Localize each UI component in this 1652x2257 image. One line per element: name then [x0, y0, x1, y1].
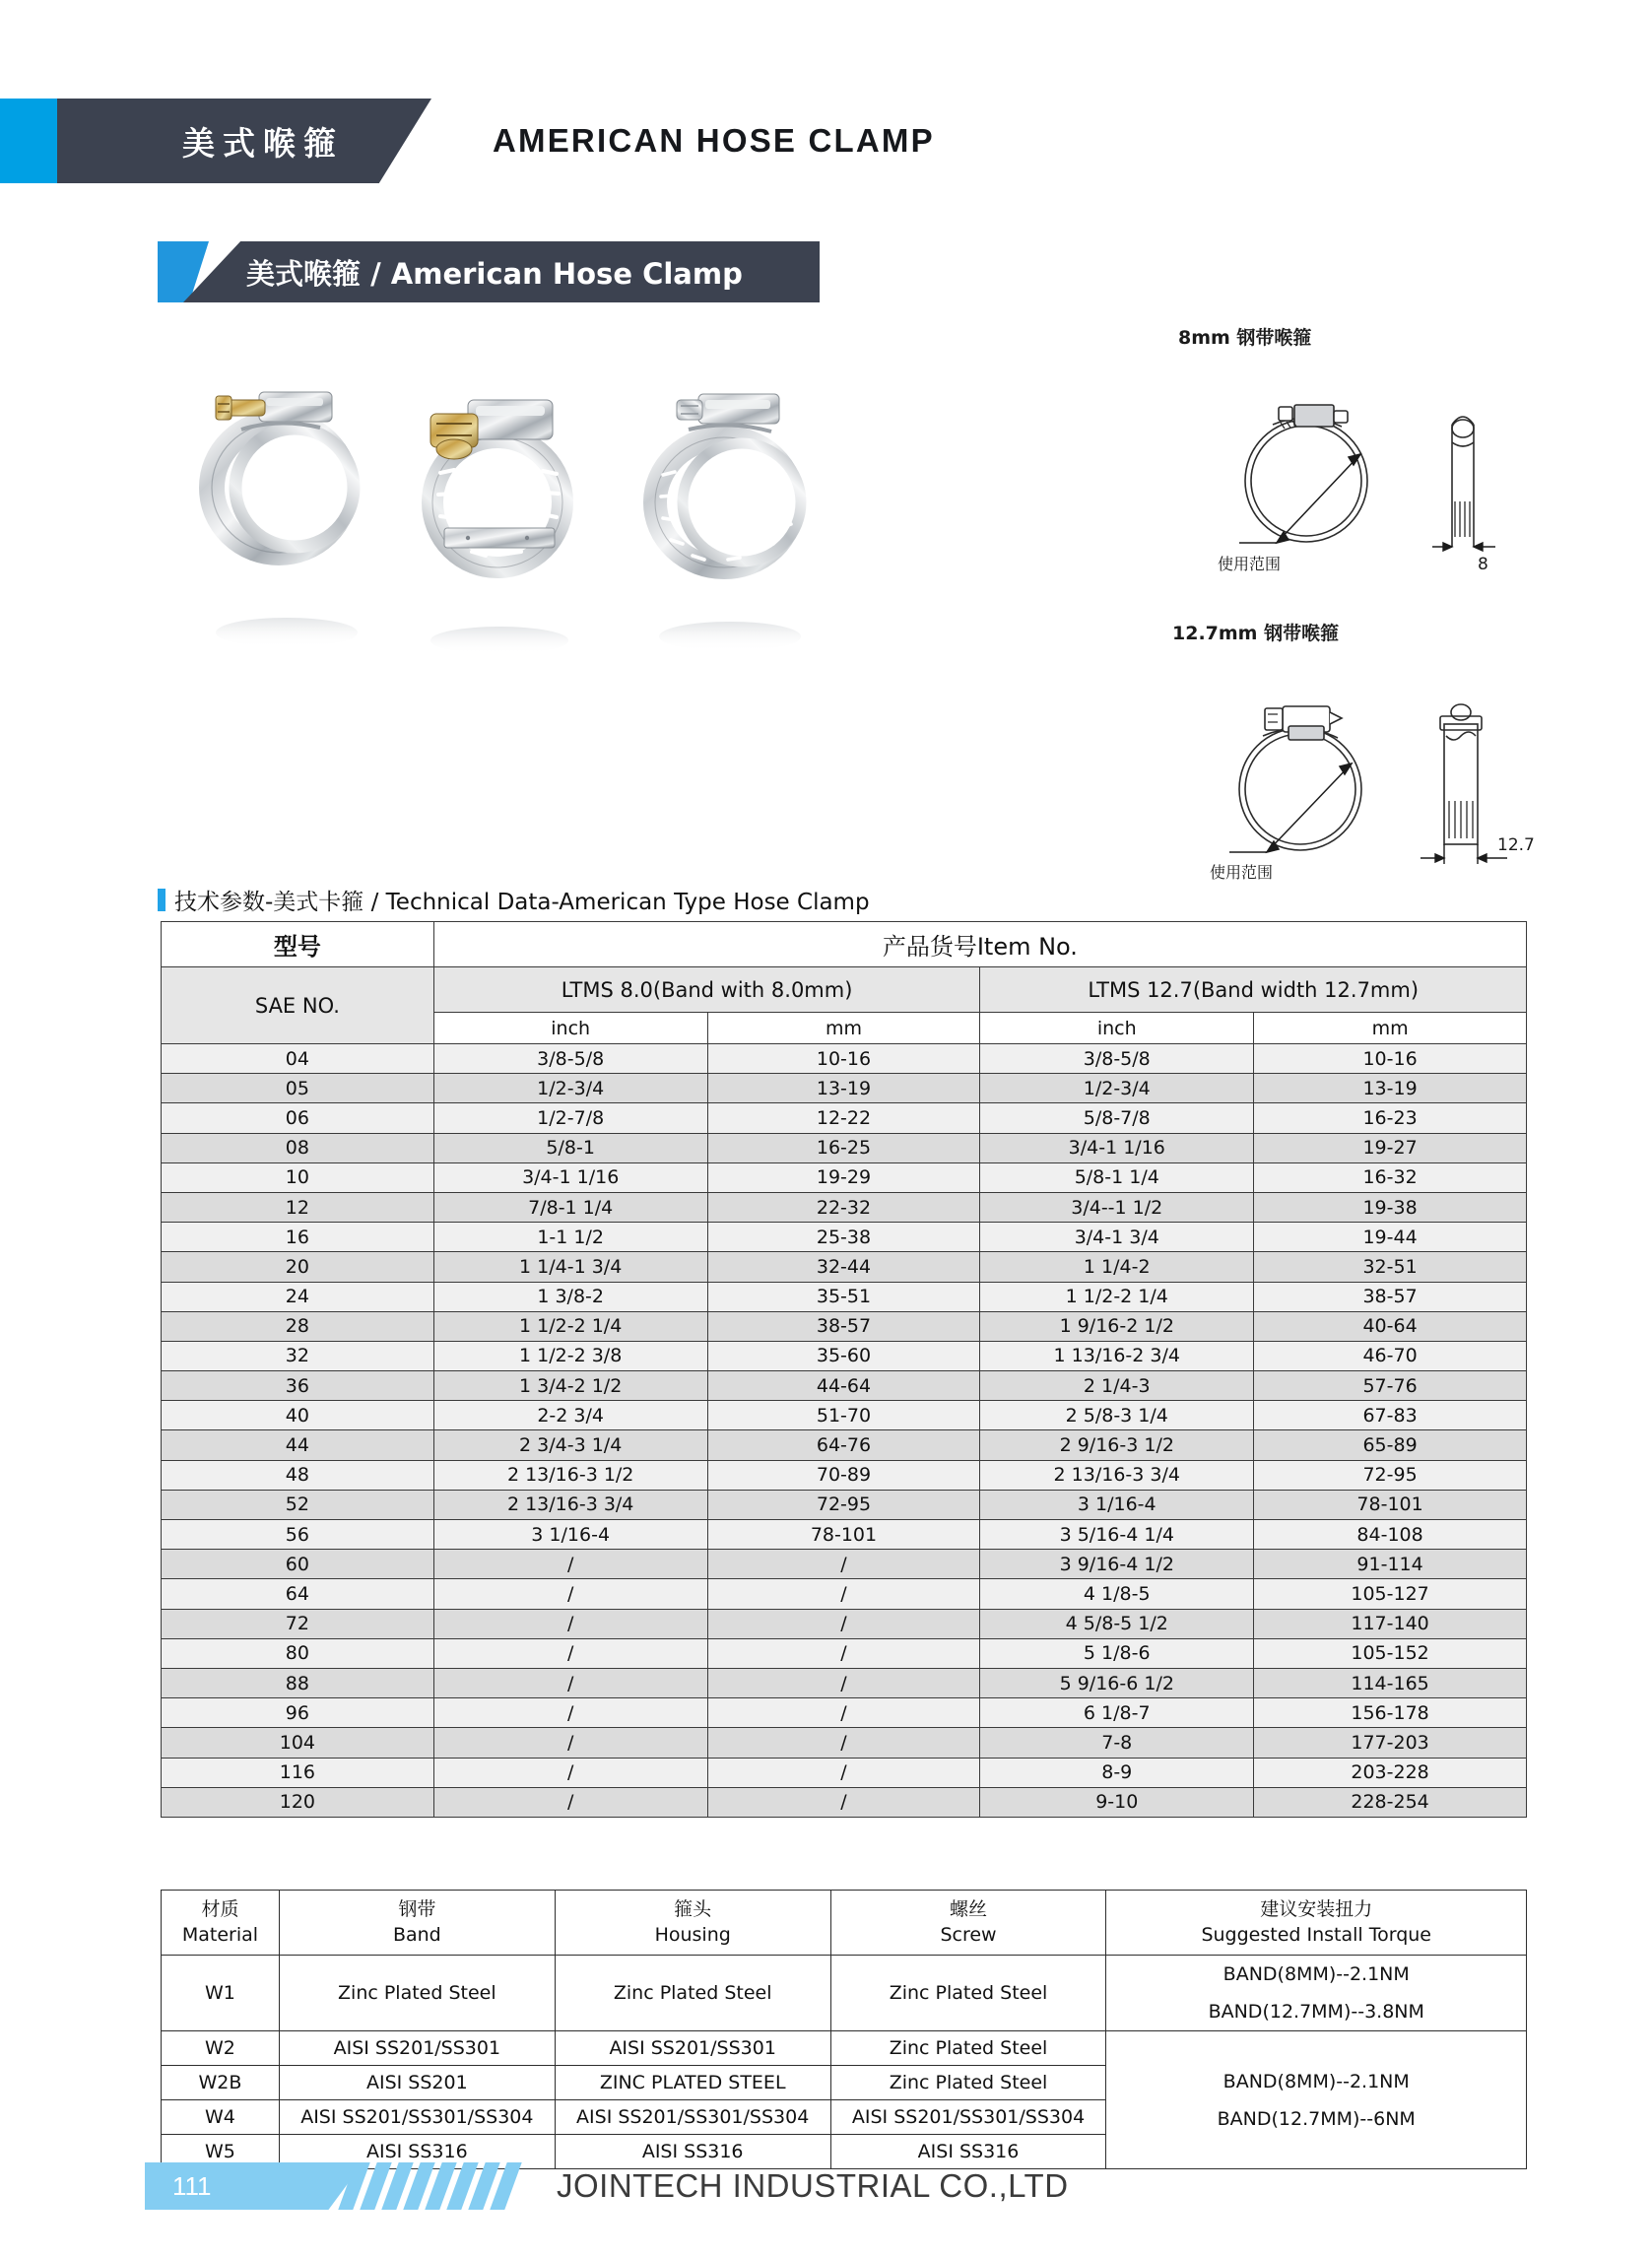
sae-cell: 60	[162, 1550, 434, 1579]
diagram-8mm-title: 8mm 钢带喉箍	[1178, 327, 1312, 349]
screw-material-cell: Zinc Plated Steel	[830, 2031, 1106, 2066]
inch-8mm-cell: 7/8-1 1/4	[433, 1192, 707, 1222]
sae-cell: 40	[162, 1401, 434, 1430]
mm-8mm-cell: /	[707, 1728, 980, 1758]
table-row	[162, 1460, 1527, 1490]
inch-127mm-cell: 5 1/8-6	[980, 1638, 1254, 1668]
header-item-no: 产品货号Item No.	[433, 922, 1526, 967]
inch-127mm-cell: 8-9	[980, 1758, 1254, 1787]
mm-127mm-cell: 13-19	[1254, 1074, 1527, 1103]
mm-8mm-cell: 78-101	[707, 1520, 980, 1550]
inch-127mm-cell: 1 1/4-2	[980, 1252, 1254, 1282]
table-row	[162, 1698, 1527, 1728]
material-code-cell: W4	[162, 2100, 280, 2135]
inch-8mm-cell: /	[433, 1550, 707, 1579]
mm-127mm-cell: 16-32	[1254, 1162, 1527, 1192]
table-row	[162, 1192, 1527, 1222]
sae-cell: 52	[162, 1490, 434, 1519]
footer-page-number: 111	[172, 2170, 212, 2201]
mm-8mm-cell: /	[707, 1758, 980, 1787]
diagram-8mm-width-label: 8	[1478, 555, 1488, 574]
technical-data-label	[158, 884, 870, 916]
mm-127mm-cell: 16-23	[1254, 1103, 1527, 1133]
band-material-cell: AISI SS316	[279, 2135, 555, 2169]
sae-cell: 104	[162, 1728, 434, 1758]
technical-data-label-text: 技术参数-美式卡箍 / Technical Data-American Type Hose Clamp	[174, 890, 870, 915]
table-row	[162, 1579, 1527, 1609]
table-row	[162, 1550, 1527, 1579]
page-header	[0, 99, 1652, 183]
material-code-cell: W1	[162, 1956, 280, 2031]
mm-8mm-cell: 70-89	[707, 1460, 980, 1490]
diagram-127mm-width-label: 12.7	[1497, 835, 1535, 855]
mm-127mm-cell: 78-101	[1254, 1490, 1527, 1519]
table-row	[162, 1787, 1527, 1817]
sae-cell: 12	[162, 1192, 434, 1222]
inch-8mm-cell: 5/8-1	[433, 1133, 707, 1162]
sae-cell: 56	[162, 1520, 434, 1550]
inch-8mm-cell: /	[433, 1638, 707, 1668]
inch-127mm-cell: 2 1/4-3	[980, 1371, 1254, 1401]
mm-127mm-cell: 65-89	[1254, 1430, 1527, 1460]
footer-company-name: JOINTECH INDUSTRIAL CO.,LTD	[557, 2167, 1069, 2204]
header-blue-accent	[0, 99, 57, 183]
technical-data-table-body	[162, 1044, 1527, 1818]
diagram-127mm-drawing	[1172, 663, 1586, 885]
inch-127mm-cell: 3/4--1 1/2	[980, 1192, 1254, 1222]
table-header-row-2	[162, 967, 1527, 1013]
mm-127mm-cell: 19-27	[1254, 1133, 1527, 1162]
inch-8mm-cell: /	[433, 1579, 707, 1609]
sae-cell: 16	[162, 1223, 434, 1252]
table-row	[162, 1401, 1527, 1430]
inch-8mm-cell: 1-1 1/2	[433, 1223, 707, 1252]
mm-8mm-cell: /	[707, 1787, 980, 1817]
mm-127mm-cell: 91-114	[1254, 1550, 1527, 1579]
mm-8mm-cell: 25-38	[707, 1223, 980, 1252]
inch-8mm-cell: /	[433, 1698, 707, 1728]
header-title-cn: 美式喉箍	[182, 123, 344, 163]
inch-127mm-cell: 1 13/16-2 3/4	[980, 1341, 1254, 1370]
material-code-cell: W2	[162, 2031, 280, 2066]
inch-127mm-cell: 1/2-3/4	[980, 1074, 1254, 1103]
mm-127mm-cell: 203-228	[1254, 1758, 1527, 1787]
inch-127mm-cell: 7-8	[980, 1728, 1254, 1758]
inch-8mm-cell: 2 13/16-3 1/2	[433, 1460, 707, 1490]
mm-8mm-cell: 35-51	[707, 1282, 980, 1311]
mm-8mm-cell: 13-19	[707, 1074, 980, 1103]
header-group-8mm: LTMS 8.0(Band with 8.0mm)	[433, 967, 980, 1013]
table-row	[162, 1490, 1527, 1519]
inch-8mm-cell: /	[433, 1609, 707, 1638]
mm-127mm-cell: 10-16	[1254, 1044, 1527, 1074]
inch-8mm-cell: 1 1/2-2 1/4	[433, 1311, 707, 1341]
table-row	[162, 1103, 1527, 1133]
inch-8mm-cell: 2 13/16-3 3/4	[433, 1490, 707, 1519]
sae-cell: 10	[162, 1162, 434, 1192]
sae-cell: 44	[162, 1430, 434, 1460]
inch-127mm-cell: 3 1/16-4	[980, 1490, 1254, 1519]
mm-8mm-cell: 32-44	[707, 1252, 980, 1282]
mm-127mm-cell: 105-152	[1254, 1638, 1527, 1668]
header-housing: 箍头 Housing	[555, 1891, 830, 1956]
sae-cell: 64	[162, 1579, 434, 1609]
inch-127mm-cell: 3 5/16-4 1/4	[980, 1520, 1254, 1550]
header-unit-mm-8: mm	[707, 1013, 980, 1044]
screw-material-cell: AISI SS316	[830, 2135, 1106, 2169]
inch-8mm-cell: 3/8-5/8	[433, 1044, 707, 1074]
sae-cell: 116	[162, 1758, 434, 1787]
sae-cell: 04	[162, 1044, 434, 1074]
mm-8mm-cell: 12-22	[707, 1103, 980, 1133]
band-material-cell: Zinc Plated Steel	[279, 1956, 555, 2031]
torque-cell-w1: BAND(8MM)--2.1NM BAND(12.7MM)--3.8NM	[1106, 1956, 1527, 2031]
mm-8mm-cell: 72-95	[707, 1490, 980, 1519]
footer-stripe-decoration	[347, 2162, 524, 2210]
mm-127mm-cell: 177-203	[1254, 1728, 1527, 1758]
diagram-127mm-range-label: 使用范围	[1210, 863, 1274, 882]
sae-cell: 05	[162, 1074, 434, 1103]
inch-127mm-cell: 3/8-5/8	[980, 1044, 1254, 1074]
inch-8mm-cell: 1 1/2-2 3/8	[433, 1341, 707, 1370]
inch-8mm-cell: /	[433, 1787, 707, 1817]
header-unit-inch-8: inch	[433, 1013, 707, 1044]
inch-8mm-cell: /	[433, 1758, 707, 1787]
table-row	[162, 1044, 1527, 1074]
screw-material-cell: Zinc Plated Steel	[830, 1956, 1106, 2031]
sae-cell: 88	[162, 1668, 434, 1697]
screw-material-cell: AISI SS201/SS301/SS304	[830, 2100, 1106, 2135]
section-banner	[158, 241, 820, 302]
table-row	[162, 1252, 1527, 1282]
inch-8mm-cell: 1 3/4-2 1/2	[433, 1371, 707, 1401]
mm-8mm-cell: 51-70	[707, 1401, 980, 1430]
mm-8mm-cell: 19-29	[707, 1162, 980, 1192]
mm-8mm-cell: /	[707, 1550, 980, 1579]
inch-8mm-cell: 3 1/16-4	[433, 1520, 707, 1550]
table-row	[162, 1074, 1527, 1103]
screw-material-cell: Zinc Plated Steel	[830, 2066, 1106, 2100]
table-header-row-1	[162, 922, 1527, 967]
sae-cell: 06	[162, 1103, 434, 1133]
inch-127mm-cell: 2 13/16-3 3/4	[980, 1460, 1254, 1490]
mm-127mm-cell: 117-140	[1254, 1609, 1527, 1638]
housing-material-cell: AISI SS201/SS301/SS304	[555, 2100, 830, 2135]
table-row	[162, 1668, 1527, 1697]
mm-127mm-cell: 38-57	[1254, 1282, 1527, 1311]
sae-cell: 28	[162, 1311, 434, 1341]
sae-cell: 32	[162, 1341, 434, 1370]
inch-127mm-cell: 3 9/16-4 1/2	[980, 1550, 1254, 1579]
housing-material-cell: Zinc Plated Steel	[555, 1956, 830, 2031]
diagram-127mm-title: 12.7mm 钢带喉箍	[1172, 623, 1340, 644]
inch-127mm-cell: 6 1/8-7	[980, 1698, 1254, 1728]
torque-cell-rest: BAND(8MM)--2.1NM BAND(12.7MM)--6NM	[1106, 2031, 1527, 2169]
table-row	[162, 1162, 1527, 1192]
mm-127mm-cell: 40-64	[1254, 1311, 1527, 1341]
page-footer	[0, 2162, 1652, 2222]
table-row	[162, 1341, 1527, 1370]
housing-material-cell: AISI SS316	[555, 2135, 830, 2169]
table-row	[162, 1609, 1527, 1638]
inch-8mm-cell: 3/4-1 1/16	[433, 1162, 707, 1192]
sae-cell: 08	[162, 1133, 434, 1162]
mm-8mm-cell: /	[707, 1698, 980, 1728]
material-row	[162, 1956, 1527, 2031]
mm-8mm-cell: 35-60	[707, 1341, 980, 1370]
sae-cell: 120	[162, 1787, 434, 1817]
mm-127mm-cell: 46-70	[1254, 1341, 1527, 1370]
inch-8mm-cell: 1 3/8-2	[433, 1282, 707, 1311]
material-header-row	[162, 1891, 1527, 1956]
diagram-8mm-drawing	[1178, 367, 1592, 579]
mm-8mm-cell: 64-76	[707, 1430, 980, 1460]
table-row	[162, 1223, 1527, 1252]
sae-cell: 80	[162, 1638, 434, 1668]
material-code-cell: W5	[162, 2135, 280, 2169]
banner-title: 美式喉箍 / American Hose Clamp	[246, 256, 743, 291]
technical-data-table	[161, 921, 1527, 1818]
header-screw: 螺丝 Screw	[830, 1891, 1106, 1956]
inch-127mm-cell: 3/4-1 1/16	[980, 1133, 1254, 1162]
mm-8mm-cell: /	[707, 1668, 980, 1697]
material-table	[161, 1890, 1527, 2169]
diagram-8mm-range-label: 使用范围	[1218, 555, 1282, 573]
inch-8mm-cell: 1/2-3/4	[433, 1074, 707, 1103]
table-row	[162, 1371, 1527, 1401]
inch-127mm-cell: 1 9/16-2 1/2	[980, 1311, 1254, 1341]
header-group-127mm: LTMS 12.7(Band width 12.7mm)	[980, 967, 1527, 1013]
hose-clamp-photo-group	[172, 345, 960, 680]
mm-8mm-cell: /	[707, 1579, 980, 1609]
mm-8mm-cell: /	[707, 1638, 980, 1668]
inch-127mm-cell: 5/8-1 1/4	[980, 1162, 1254, 1192]
mm-8mm-cell: 44-64	[707, 1371, 980, 1401]
sae-cell: 96	[162, 1698, 434, 1728]
inch-8mm-cell: 2-2 3/4	[433, 1401, 707, 1430]
sae-cell: 48	[162, 1460, 434, 1490]
material-table-body	[162, 1891, 1527, 2169]
inch-127mm-cell: 4 1/8-5	[980, 1579, 1254, 1609]
header-title-en: AMERICAN HOSE CLAMP	[493, 122, 935, 159]
mm-127mm-cell: 72-95	[1254, 1460, 1527, 1490]
product-photos	[172, 345, 960, 680]
header-unit-mm-127: mm	[1254, 1013, 1527, 1044]
inch-8mm-cell: 1 1/4-1 3/4	[433, 1252, 707, 1282]
table-row	[162, 1282, 1527, 1311]
material-row	[162, 2031, 1527, 2066]
table-row	[162, 1520, 1527, 1550]
inch-127mm-cell: 5 9/16-6 1/2	[980, 1668, 1254, 1697]
header-material: 材质 Material	[162, 1891, 280, 1956]
header-unit-inch-127: inch	[980, 1013, 1254, 1044]
header-torque: 建议安装扭力 Suggested Install Torque	[1106, 1891, 1527, 1956]
mm-8mm-cell: 10-16	[707, 1044, 980, 1074]
sae-cell: 36	[162, 1371, 434, 1401]
sae-cell: 20	[162, 1252, 434, 1282]
sae-cell: 24	[162, 1282, 434, 1311]
mm-127mm-cell: 32-51	[1254, 1252, 1527, 1282]
mm-8mm-cell: 16-25	[707, 1133, 980, 1162]
hose-clamp-photo-3	[655, 394, 801, 651]
mm-127mm-cell: 67-83	[1254, 1401, 1527, 1430]
table-row	[162, 1758, 1527, 1787]
mm-127mm-cell: 19-44	[1254, 1223, 1527, 1252]
inch-127mm-cell: 2 9/16-3 1/2	[980, 1430, 1254, 1460]
mm-127mm-cell: 57-76	[1254, 1371, 1527, 1401]
table-row	[162, 1133, 1527, 1162]
diagram-8mm	[1178, 323, 1592, 574]
inch-127mm-cell: 2 5/8-3 1/4	[980, 1401, 1254, 1430]
mm-127mm-cell: 114-165	[1254, 1668, 1527, 1697]
inch-8mm-cell: 2 3/4-3 1/4	[433, 1430, 707, 1460]
mm-8mm-cell: 22-32	[707, 1192, 980, 1222]
mm-127mm-cell: 156-178	[1254, 1698, 1527, 1728]
inch-127mm-cell: 4 5/8-5 1/2	[980, 1609, 1254, 1638]
inch-8mm-cell: 1/2-7/8	[433, 1103, 707, 1133]
mm-127mm-cell: 105-127	[1254, 1579, 1527, 1609]
header-band: 钢带 Band	[279, 1891, 555, 1956]
table-row	[162, 1311, 1527, 1341]
inch-127mm-cell: 1 1/2-2 1/4	[980, 1282, 1254, 1311]
inch-8mm-cell: /	[433, 1728, 707, 1758]
housing-material-cell: ZINC PLATED STEEL	[555, 2066, 830, 2100]
inch-8mm-cell: /	[433, 1668, 707, 1697]
header-model-cn: 型号	[162, 922, 434, 967]
mm-8mm-cell: /	[707, 1609, 980, 1638]
mm-8mm-cell: 38-57	[707, 1311, 980, 1341]
sae-cell: 72	[162, 1609, 434, 1638]
table-row	[162, 1728, 1527, 1758]
mm-127mm-cell: 19-38	[1254, 1192, 1527, 1222]
material-code-cell: W2B	[162, 2066, 280, 2100]
table-row	[162, 1638, 1527, 1668]
mm-127mm-cell: 84-108	[1254, 1520, 1527, 1550]
label-tick-icon	[158, 889, 165, 911]
housing-material-cell: AISI SS201/SS301	[555, 2031, 830, 2066]
hose-clamp-photo-2	[430, 400, 568, 654]
inch-127mm-cell: 3/4-1 3/4	[980, 1223, 1254, 1252]
hose-clamp-photo-1	[212, 392, 358, 647]
band-material-cell: AISI SS201/SS301/SS304	[279, 2100, 555, 2135]
header-sae-no: SAE NO.	[162, 967, 434, 1044]
band-material-cell: AISI SS201/SS301	[279, 2031, 555, 2066]
inch-127mm-cell: 9-10	[980, 1787, 1254, 1817]
diagram-127mm	[1172, 619, 1586, 882]
inch-127mm-cell: 5/8-7/8	[980, 1103, 1254, 1133]
mm-127mm-cell: 228-254	[1254, 1787, 1527, 1817]
table-row	[162, 1430, 1527, 1460]
band-material-cell: AISI SS201	[279, 2066, 555, 2100]
